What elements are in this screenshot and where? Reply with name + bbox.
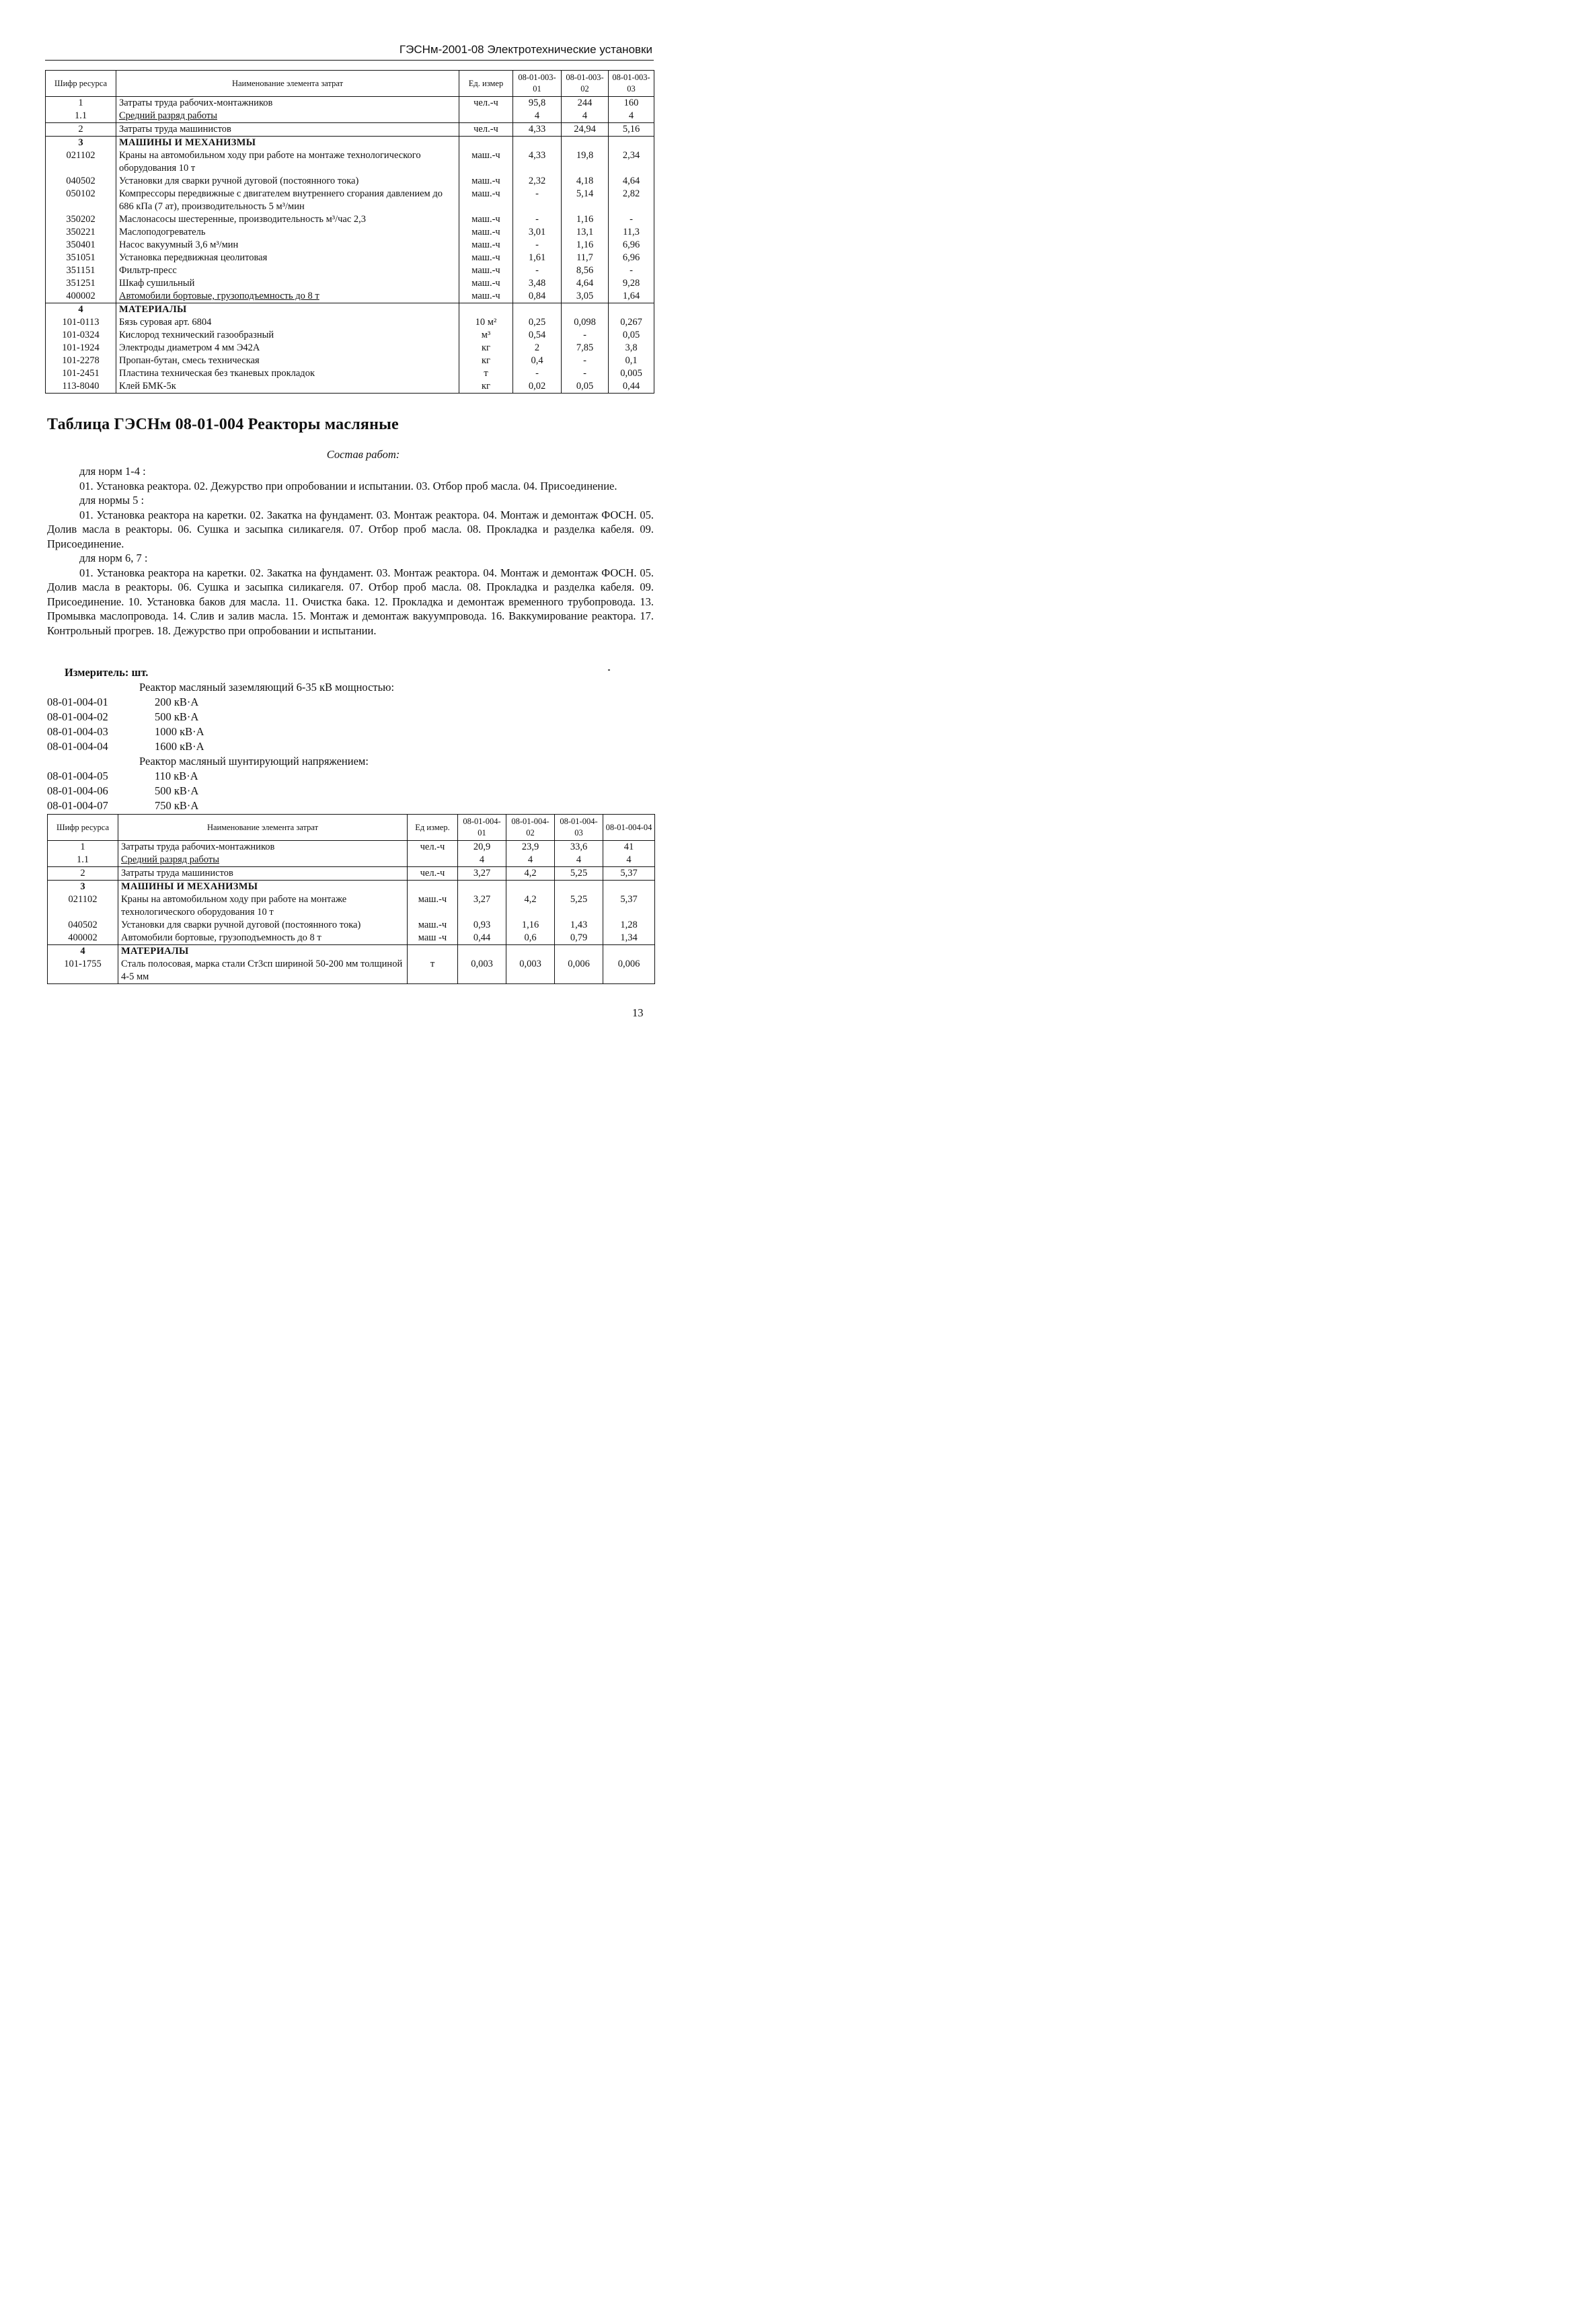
value-cell: 4,33 (513, 149, 562, 175)
norm-item (47, 799, 198, 813)
resource-code: 3 (46, 137, 116, 150)
norm-item (47, 725, 204, 739)
norm-item (47, 696, 198, 709)
value-cell: 4,64 (562, 277, 609, 290)
resource-table-004 (47, 814, 655, 984)
value-cell: 2 (513, 342, 562, 355)
norm-value: 750 кВ·А (155, 799, 199, 812)
value-cell: 2,82 (609, 188, 654, 213)
value-cell: 19,8 (562, 149, 609, 175)
value-cell (458, 945, 506, 959)
resource-code: 101-2278 (46, 355, 116, 367)
cost-element-name: Установки для сварки ручной дуговой (постоянного тока) (118, 919, 408, 932)
column-header: 08-01-003-01 (513, 71, 562, 97)
resource-code: 101-1924 (46, 342, 116, 355)
unit-cell: маш.-ч (459, 264, 513, 277)
value-cell: 2,32 (513, 175, 562, 188)
value-cell: 4,33 (513, 123, 562, 137)
column-header: Шифр ресурса (46, 71, 116, 97)
value-cell: 0,003 (458, 958, 506, 984)
value-cell: 1,43 (555, 919, 603, 932)
cost-element-name: Затраты труда рабочих-монтажников (116, 97, 459, 110)
value-cell: 0,02 (513, 380, 562, 394)
unit-cell: маш.-ч (459, 226, 513, 239)
table-row (46, 175, 654, 188)
work-composition (47, 464, 654, 638)
value-cell (562, 303, 609, 317)
cost-element-name: МАШИНЫ И МЕХАНИЗМЫ (116, 137, 459, 150)
norm-code: 08-01-004-07 (47, 799, 108, 812)
unit-cell: маш.-ч (408, 893, 458, 919)
resource-code: 4 (48, 945, 118, 959)
resource-code: 4 (46, 303, 116, 317)
value-cell: - (513, 213, 562, 226)
resource-code: 1 (48, 841, 118, 854)
cost-element-name: Маслоподогреватель (116, 226, 459, 239)
table-row (46, 303, 654, 317)
value-cell: 6,96 (609, 239, 654, 252)
value-cell: 3,27 (458, 867, 506, 881)
resource-code: 101-0113 (46, 316, 116, 329)
value-cell: 5,14 (562, 188, 609, 213)
value-cell: 5,16 (609, 123, 654, 137)
cost-element-name: Электроды диаметром 4 мм Э42А (116, 342, 459, 355)
table-row (46, 367, 654, 380)
value-cell: 4,64 (609, 175, 654, 188)
resource-code: 021102 (46, 149, 116, 175)
unit-cell (459, 137, 513, 150)
cost-element-name: Кислород технический газообразный (116, 329, 459, 342)
resource-code: 1 (46, 97, 116, 110)
norm-code: 08-01-004-02 (47, 710, 108, 723)
value-cell: 24,94 (562, 123, 609, 137)
value-cell: 1,28 (603, 919, 655, 932)
value-cell: 0,005 (609, 367, 654, 380)
unit-cell: т (408, 958, 458, 984)
table-header-row (46, 71, 654, 97)
value-cell: 0,6 (506, 932, 555, 945)
unit-cell: маш.-ч (459, 239, 513, 252)
cost-element-name: Фильтр-пресс (116, 264, 459, 277)
unit-cell: м³ (459, 329, 513, 342)
unit-cell (459, 110, 513, 123)
cost-element-name: Шкаф сушильный (116, 277, 459, 290)
norm-code: 08-01-004-03 (47, 725, 108, 738)
cost-element-name: Средний разряд работы (116, 110, 459, 123)
value-cell: - (562, 355, 609, 367)
unit-cell: чел.-ч (459, 123, 513, 137)
column-header: 08-01-004-02 (506, 815, 555, 841)
section-title: Таблица ГЭСНм 08-01-004 Реакторы масляные (47, 416, 399, 433)
table-row (48, 932, 655, 945)
unit-cell: маш.-ч (459, 149, 513, 175)
unit-cell (459, 303, 513, 317)
cost-element-name: Сталь полосовая, марка стали Ст3сп шириной 50-200 мм толщиной 4-5 мм (118, 958, 408, 984)
norm-value: 500 кВ·А (155, 710, 199, 723)
resource-code: 021102 (48, 893, 118, 919)
norm-value: 110 кВ·А (155, 770, 198, 782)
column-header: 08-01-003-02 (562, 71, 609, 97)
cost-element-name: МАТЕРИАЛЫ (116, 303, 459, 317)
norm-label: для норм 1-4 : (79, 465, 146, 478)
column-header: Наименование элемента затрат (116, 71, 459, 97)
norm-value: 200 кВ·А (155, 696, 199, 708)
unit-cell: маш.-ч (459, 252, 513, 264)
header-divider (45, 60, 654, 61)
table-row (48, 958, 655, 984)
value-cell (506, 945, 555, 959)
resource-code: 101-1755 (48, 958, 118, 984)
cost-element-name: Затраты труда машинистов (118, 867, 408, 881)
table-row (46, 342, 654, 355)
resource-code: 350401 (46, 239, 116, 252)
table-row (48, 881, 655, 894)
value-cell: - (609, 213, 654, 226)
value-cell: 0,006 (555, 958, 603, 984)
table-row (46, 329, 654, 342)
value-cell: 0,267 (609, 316, 654, 329)
unit-cell: маш.-ч (459, 290, 513, 303)
cost-element-name: Установка передвижная цеолитовая (116, 252, 459, 264)
norm-item (47, 740, 204, 753)
measure-unit: Измеритель: шт. (65, 666, 149, 679)
resource-code: 400002 (46, 290, 116, 303)
value-cell: 0,84 (513, 290, 562, 303)
cost-element-name: Средний разряд работы (118, 854, 408, 867)
unit-cell: маш.-ч (459, 277, 513, 290)
value-cell: 4 (506, 854, 555, 867)
table-row (46, 226, 654, 239)
value-cell: 4 (458, 854, 506, 867)
value-cell (555, 945, 603, 959)
norm-code: 08-01-004-04 (47, 740, 108, 753)
table-row (46, 264, 654, 277)
cost-element-name: Затраты труда рабочих-монтажников (118, 841, 408, 854)
column-header: Наименование элемента затрат (118, 815, 408, 841)
value-cell: 5,25 (555, 867, 603, 881)
cost-element-name: Затраты труда машинистов (116, 123, 459, 137)
value-cell: 8,56 (562, 264, 609, 277)
value-cell: 4,2 (506, 867, 555, 881)
unit-cell: чел.-ч (459, 97, 513, 110)
table-row (48, 919, 655, 932)
resource-code: 040502 (48, 919, 118, 932)
unit-cell: маш.-ч (459, 175, 513, 188)
norm-group-title: Реактор масляный заземляющий 6-35 кВ мощностью: (139, 681, 395, 694)
norm-value: 1600 кВ·А (155, 740, 204, 753)
cost-element-name: Насос вакуумный 3,6 м³/мин (116, 239, 459, 252)
work-steps: 01. Установка реактора на каретки. 02. Закатка на фундамент. 03. Монтаж реактора. 04. Монтаж и демонтаж ФОСН. 05. Долив масла в реакторы. 06. Сушка и засыпка силикагеля. 07. Отбор проб масла. 08. Прокладка и разделка кабеля. 09. Присоединение. 10. Установка баков для масла. 11. Очистка бака. 12. Прокладка и демонтаж временного трубопровода. 13. Промывка маслопровода. 14. Слив и залив масла. 15. Монтаж и демонтаж вакуумпровода. 16. Ваккумирование реактора. 17. Контрольный прогрев. 18. Дежурство при опробовании и испытании. (47, 566, 654, 637)
value-cell (603, 945, 655, 959)
cost-element-name: Автомобили бортовые, грузоподъемность до 8 т (118, 932, 408, 945)
value-cell: 0,05 (562, 380, 609, 394)
norm-code: 08-01-004-06 (47, 784, 108, 797)
table-row (46, 355, 654, 367)
table-row (48, 854, 655, 867)
unit-cell: маш -ч (408, 932, 458, 945)
resource-code: 040502 (46, 175, 116, 188)
norm-code: 08-01-004-05 (47, 770, 108, 782)
value-cell: - (609, 264, 654, 277)
value-cell (513, 137, 562, 150)
value-cell: 1,16 (562, 239, 609, 252)
value-cell (458, 881, 506, 894)
value-cell (603, 881, 655, 894)
resource-code: 350202 (46, 213, 116, 226)
value-cell: 0,003 (506, 958, 555, 984)
unit-cell: кг (459, 355, 513, 367)
unit-cell: 10 м² (459, 316, 513, 329)
column-header: 08-01-004-01 (458, 815, 506, 841)
value-cell: 0,1 (609, 355, 654, 367)
table-row (46, 277, 654, 290)
value-cell: 7,85 (562, 342, 609, 355)
cost-element-name: Пропан-бутан, смесь техническая (116, 355, 459, 367)
page-number: 13 (632, 1006, 644, 1019)
value-cell: 0,25 (513, 316, 562, 329)
value-cell (609, 137, 654, 150)
value-cell: 2,34 (609, 149, 654, 175)
unit-cell: чел.-ч (408, 867, 458, 881)
table-row (46, 110, 654, 123)
resource-code: 351051 (46, 252, 116, 264)
work-steps: 01. Установка реактора. 02. Дежурство при опробовании и испытании. 03. Отбор проб масла. 04. Присоединение. (79, 479, 617, 492)
resource-code: 3 (48, 881, 118, 894)
value-cell: 4 (609, 110, 654, 123)
value-cell (609, 303, 654, 317)
table-row (46, 97, 654, 110)
norm-item (47, 770, 198, 783)
resource-code: 101-0324 (46, 329, 116, 342)
value-cell: 244 (562, 97, 609, 110)
work-steps: 01. Установка реактора на каретки. 02. Закатка на фундамент. 03. Монтаж реактора. 04. Монтаж и демонтаж ФОСН. 05. Долив масла в реакторы. 06. Сушка и засыпка силикагеля. 07. Отбор проб масла. 08. Прокладка и разделка кабеля. 09. Присоединение. (47, 508, 654, 550)
norm-value: 1000 кВ·А (155, 725, 204, 738)
running-header: ГЭСНм-2001-08 Электротехнические установки (399, 43, 652, 56)
unit-cell: кг (459, 380, 513, 394)
cost-element-name: Краны на автомобильном ходу при работе на монтаже технологического оборудования 10 т (118, 893, 408, 919)
cost-element-name: Компрессоры передвижные с двигателем внутреннего сгорания давлением до 686 кПа (7 ат), производительность 5 м³/мин (116, 188, 459, 213)
resource-code: 1.1 (48, 854, 118, 867)
resource-code: 351251 (46, 277, 116, 290)
resource-code: 1.1 (46, 110, 116, 123)
column-header: Ед измер. (408, 815, 458, 841)
value-cell: 0,93 (458, 919, 506, 932)
value-cell (562, 137, 609, 150)
value-cell: 11,3 (609, 226, 654, 239)
cost-element-name: Автомобили бортовые, грузоподъемность до 8 т (116, 290, 459, 303)
table-row (46, 380, 654, 394)
norm-label: для норм 6, 7 : (79, 552, 148, 564)
norm-code: 08-01-004-01 (47, 696, 108, 708)
norm-group-title: Реактор масляный шунтирующий напряжением: (139, 755, 369, 768)
value-cell: 3,27 (458, 893, 506, 919)
table-row (46, 149, 654, 175)
value-cell (513, 303, 562, 317)
value-cell: 23,9 (506, 841, 555, 854)
unit-cell: чел.-ч (408, 841, 458, 854)
value-cell: 1,16 (562, 213, 609, 226)
resource-code: 400002 (48, 932, 118, 945)
value-cell: 0,44 (609, 380, 654, 394)
value-cell: 3,48 (513, 277, 562, 290)
value-cell (506, 881, 555, 894)
value-cell: 5,37 (603, 867, 655, 881)
value-cell: 4 (603, 854, 655, 867)
value-cell: 3,05 (562, 290, 609, 303)
cost-element-name: Краны на автомобильном ходу при работе на монтаже технологического оборудования 10 т (116, 149, 459, 175)
cost-element-name: Маслонасосы шестеренные, производительность м³/час 2,3 (116, 213, 459, 226)
table-row (46, 252, 654, 264)
resource-code: 101-2451 (46, 367, 116, 380)
value-cell: - (513, 239, 562, 252)
value-cell: 5,37 (603, 893, 655, 919)
scan-mark (608, 669, 610, 671)
value-cell: 1,64 (609, 290, 654, 303)
resource-code: 2 (46, 123, 116, 137)
table-row (46, 123, 654, 137)
column-header: Шифр ресурса (48, 815, 118, 841)
resource-code: 113-8040 (46, 380, 116, 394)
value-cell: 33,6 (555, 841, 603, 854)
cost-element-name: Установки для сварки ручной дуговой (постоянного тока) (116, 175, 459, 188)
resource-table-003 (45, 70, 654, 394)
table-row (46, 316, 654, 329)
value-cell: - (513, 188, 562, 213)
resource-code: 351151 (46, 264, 116, 277)
value-cell: 4 (562, 110, 609, 123)
value-cell: 3,8 (609, 342, 654, 355)
value-cell: 4 (513, 110, 562, 123)
unit-cell: маш.-ч (459, 213, 513, 226)
value-cell: 13,1 (562, 226, 609, 239)
value-cell: 0,098 (562, 316, 609, 329)
value-cell: 11,7 (562, 252, 609, 264)
value-cell: - (513, 367, 562, 380)
resource-code: 050102 (46, 188, 116, 213)
table-row (48, 945, 655, 959)
unit-cell (408, 854, 458, 867)
column-header: 08-01-003-03 (609, 71, 654, 97)
unit-cell: т (459, 367, 513, 380)
unit-cell (408, 881, 458, 894)
table-row (46, 188, 654, 213)
value-cell: 3,01 (513, 226, 562, 239)
value-cell: - (513, 264, 562, 277)
table-row (48, 867, 655, 881)
unit-cell (408, 945, 458, 959)
norm-label: для нормы 5 : (79, 494, 145, 507)
cost-element-name: МАШИНЫ И МЕХАНИЗМЫ (118, 881, 408, 894)
unit-cell: кг (459, 342, 513, 355)
column-header: 08-01-004-03 (555, 815, 603, 841)
table-row (46, 290, 654, 303)
value-cell: 1,16 (506, 919, 555, 932)
column-header: Ед. измер (459, 71, 513, 97)
cost-element-name: Клей БМК-5к (116, 380, 459, 394)
value-cell: 0,05 (609, 329, 654, 342)
resource-code: 2 (48, 867, 118, 881)
value-cell: 160 (609, 97, 654, 110)
norm-item (47, 784, 198, 798)
value-cell: 6,96 (609, 252, 654, 264)
unit-cell: маш.-ч (408, 919, 458, 932)
value-cell: 4,2 (506, 893, 555, 919)
value-cell: 1,34 (603, 932, 655, 945)
value-cell: - (562, 367, 609, 380)
cost-element-name: Пластина техническая без тканевых прокладок (116, 367, 459, 380)
value-cell: 9,28 (609, 277, 654, 290)
table-row (48, 893, 655, 919)
value-cell: 1,61 (513, 252, 562, 264)
composition-heading: Состав работ: (326, 448, 400, 461)
value-cell: 0,44 (458, 932, 506, 945)
norm-item (47, 710, 198, 724)
table-row (48, 841, 655, 854)
resource-code: 350221 (46, 226, 116, 239)
value-cell: 0,4 (513, 355, 562, 367)
value-cell: 20,9 (458, 841, 506, 854)
table-row (46, 213, 654, 226)
value-cell (555, 881, 603, 894)
table-row (46, 137, 654, 150)
value-cell: 95,8 (513, 97, 562, 110)
value-cell: 0,79 (555, 932, 603, 945)
cost-element-name: МАТЕРИАЛЫ (118, 945, 408, 959)
value-cell: 0,54 (513, 329, 562, 342)
value-cell: 5,25 (555, 893, 603, 919)
table-row (46, 239, 654, 252)
value-cell: 0,006 (603, 958, 655, 984)
value-cell: 4 (555, 854, 603, 867)
column-header: 08-01-004-04 (603, 815, 655, 841)
norm-value: 500 кВ·А (155, 784, 199, 797)
cost-element-name: Бязь суровая арт. 6804 (116, 316, 459, 329)
value-cell: - (562, 329, 609, 342)
value-cell: 41 (603, 841, 655, 854)
unit-cell: маш.-ч (459, 188, 513, 213)
table-header-row (48, 815, 655, 841)
value-cell: 4,18 (562, 175, 609, 188)
